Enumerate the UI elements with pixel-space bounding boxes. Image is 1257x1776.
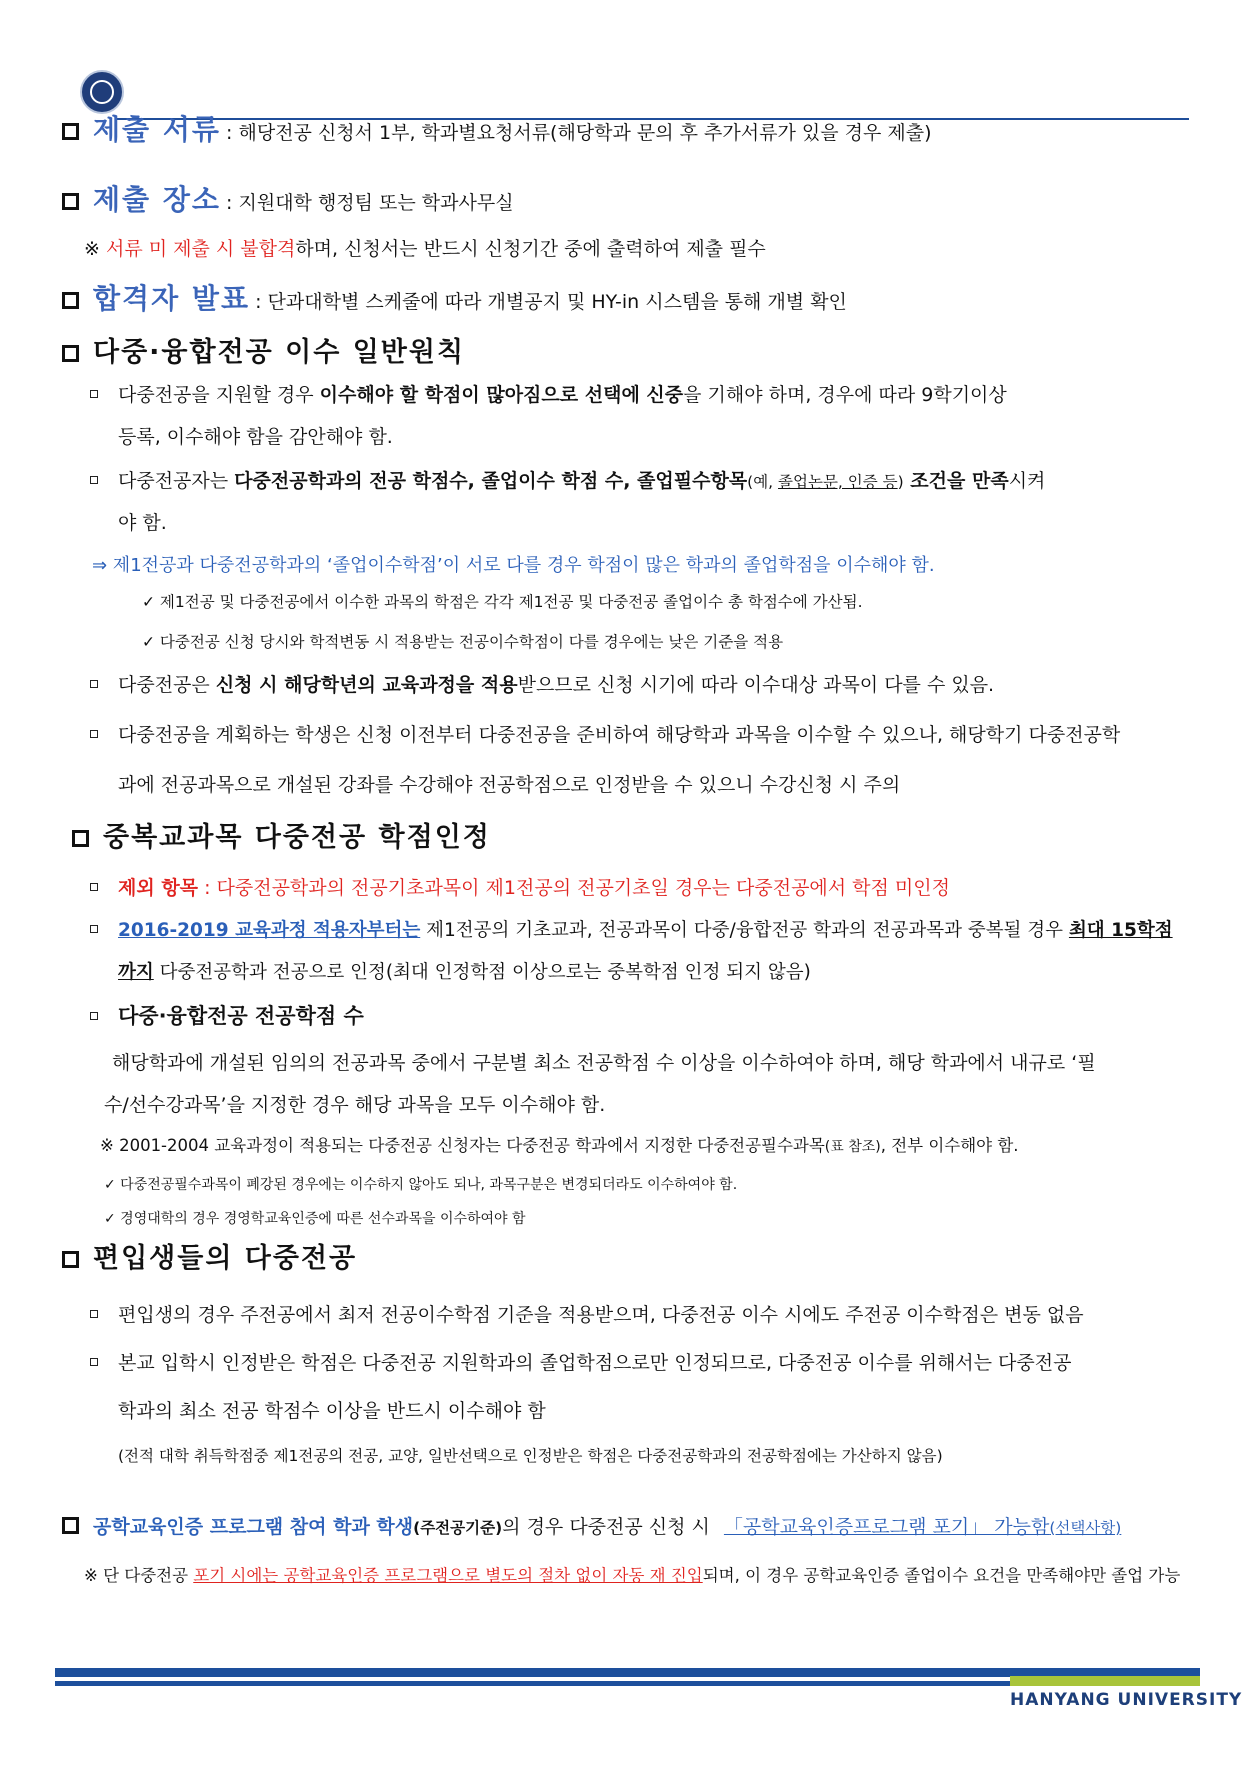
square-bullet-icon: [90, 1358, 98, 1366]
list-item-continuation: 까지 다중전공학과 전공으로 인정(최대 인정학점 이상으로는 중복학점 인정 되지 않음): [118, 962, 811, 983]
footer-accent-bar: [1010, 1676, 1200, 1686]
section-title: 다중·융합전공 이수 일반원칙: [93, 337, 466, 368]
check-note: ✓ 다중전공필수과목이 폐강된 경우에는 이수하지 않아도 되나, 과목구분은 변경되더라도 이수하여야 함.: [104, 1177, 738, 1193]
footer-brand: HANYANG UNIVERSITY: [1010, 1690, 1243, 1710]
list-item: 다중전공을 계획하는 학생은 신청 이전부터 다중전공을 준비하여 해당학과 과목을 이수할 수 있으나, 해당학기 다중전공학: [90, 720, 1120, 747]
parenthetical-note: (전적 대학 취득학점중 제1전공의 전공, 교양, 일반선택으로 인정받은 학점은 다중전공학과의 전공학점에는 가산하지 않음): [118, 1447, 943, 1465]
checkbox-bullet-icon: [62, 1517, 79, 1534]
section-submission-documents: [62, 108, 931, 148]
square-bullet-icon: [90, 680, 98, 688]
section-result-announcement: [62, 277, 847, 317]
section-general-principles: [62, 330, 465, 369]
notice-submission: ※ 서류 미 제출 시 불합격하며, 신청서는 반드시 신청기간 중에 출력하여 제출 필수: [84, 238, 766, 260]
section-duplicate-course-credit: [72, 815, 491, 854]
section-title: 편입생들의 다중전공: [93, 1243, 358, 1274]
square-bullet-icon: [90, 925, 98, 933]
list-item: 편입생의 경우 주전공에서 최저 전공이수학점 기준을 적용받으며, 다중전공 이수 시에도 주전공 이수학점은 변동 없음: [90, 1300, 1084, 1327]
checkbox-bullet-icon: [62, 345, 79, 362]
section-transfer-students: [62, 1236, 357, 1275]
subsection-credits: 다중·융합전공 전공학점 수: [90, 1000, 364, 1030]
list-item-continuation: 등록, 이수해야 함을 감안해야 함.: [118, 426, 393, 448]
section-desc: : 해당전공 신청서 1부, 학과별요청서류(해당학과 문의 후 추가서류가 있을 경우 제출): [226, 122, 932, 144]
check-note: ✓ 경영대학의 경우 경영학교육인증에 따른 선수과목을 이수하여야 함: [104, 1211, 526, 1227]
list-item: 본교 입학시 인정받은 학점은 다중전공 지원학과의 졸업학점으로만 인정되므로, 다중전공 이수를 위해서는 다중전공: [90, 1348, 1071, 1375]
square-bullet-icon: [90, 390, 98, 398]
list-item: 다중전공을 지원할 경우 이수해야 할 학점이 많아짐으로 선택에 신중을 기해야 하며, 경우에 따라 9학기이상: [90, 380, 1007, 407]
section-title: 합격자 발표: [93, 282, 250, 315]
paragraph: 수/선수강과목’을 지정한 경우 해당 과목을 모두 이수해야 함.: [104, 1094, 606, 1116]
check-note: ✓ 다중전공 신청 당시와 학적변동 시 적용받는 전공이수학점이 다를 경우에는 낮은 기준을 적용: [142, 633, 784, 651]
list-item: 다중전공은 신청 시 해당학년의 교육과정을 적용받으므로 신청 시기에 따라 이수대상 과목이 다를 수 있음.: [90, 670, 994, 697]
checkbox-bullet-icon: [62, 123, 79, 140]
section-desc: : 지원대학 행정팀 또는 학과사무실: [226, 192, 514, 214]
square-bullet-icon: [90, 476, 98, 484]
square-bullet-icon: [90, 730, 98, 738]
section-title: 제출 서류: [93, 113, 221, 146]
list-item-continuation: 야 함.: [118, 512, 167, 534]
footer-rule-secondary: [55, 1681, 1010, 1686]
arrow-note: ⇒ 제1전공과 다중전공학과의 ‘졸업이수학점’이 서로 다를 경우 학점이 많은 학과의 졸업학점을 이수해야 함.: [92, 555, 935, 576]
list-item: 제외 항목 : 다중전공학과의 전공기초과목이 제1전공의 전공기초일 경우는 다중전공에서 학점 미인정: [90, 873, 950, 900]
section-submission-place: [62, 178, 514, 218]
checkbox-bullet-icon: [72, 830, 89, 847]
accreditation-note: ※ 단 다중전공 포기 시에는 공학교육인증 프로그램으로 별도의 절차 없이 자동 재 진입되며, 이 경우 공학교육인증 졸업이수 요건을 만족해야만 졸업 가능: [84, 1566, 1181, 1585]
check-note: ✓ 제1전공 및 다중전공에서 이수한 과목의 학점은 각각 제1전공 및 다중전공 졸업이수 총 학점수에 가산됨.: [142, 593, 863, 611]
checkbox-bullet-icon: [62, 193, 79, 210]
list-item: 2016-2019 교육과정 적용자부터는 제1전공의 기초교과, 전공과목이 다중/융합전공 학과의 전공과목과 중복될 경우 최대 15학점: [90, 916, 1173, 942]
curriculum-note: ※ 2001-2004 교육과정이 적용되는 다중전공 신청자는 다중전공 학과에서 지정한 다중전공필수과목(표 참조), 전부 이수해야 함.: [100, 1136, 1019, 1155]
section-title: 중복교과목 다중전공 학점인정: [103, 822, 491, 853]
section-engineering-accreditation: 공학교육인증 프로그램 참여 학과 학생(주전공기준)의 경우 다중전공 신청 시 「공학교육인증프로그램 포기」 가능함(선택사항): [62, 1512, 1121, 1539]
checkbox-bullet-icon: [62, 1251, 79, 1268]
list-item-continuation: 과에 전공과목으로 개설된 강좌를 수강해야 전공학점으로 인정받을 수 있으니 수강신청 시 주의: [118, 774, 901, 796]
section-desc: : 단과대학별 스케줄에 따라 개별공지 및 HY-in 시스템을 통해 개별 확인: [255, 291, 847, 313]
paragraph: 해당학과에 개설된 임의의 전공과목 중에서 구분별 최소 전공학점 수 이상을 이수하여야 하며, 해당 학과에서 내규로 ‘필: [112, 1052, 1096, 1074]
square-bullet-icon: [90, 883, 98, 891]
list-item: 다중전공자는 다중전공학과의 전공 학점수, 졸업이수 학점 수, 졸업필수항목(예, 졸업논문, 인증 등) 조건을 만족시켜: [90, 466, 1045, 493]
square-bullet-icon: [90, 1012, 98, 1020]
list-item-continuation: 학과의 최소 전공 학점수 이상을 반드시 이수해야 함: [118, 1400, 546, 1422]
section-title: 공학교육인증 프로그램 참여 학과 학생: [93, 1516, 414, 1538]
section-title: 제출 장소: [93, 183, 221, 216]
checkbox-bullet-icon: [62, 292, 79, 309]
square-bullet-icon: [90, 1310, 98, 1318]
